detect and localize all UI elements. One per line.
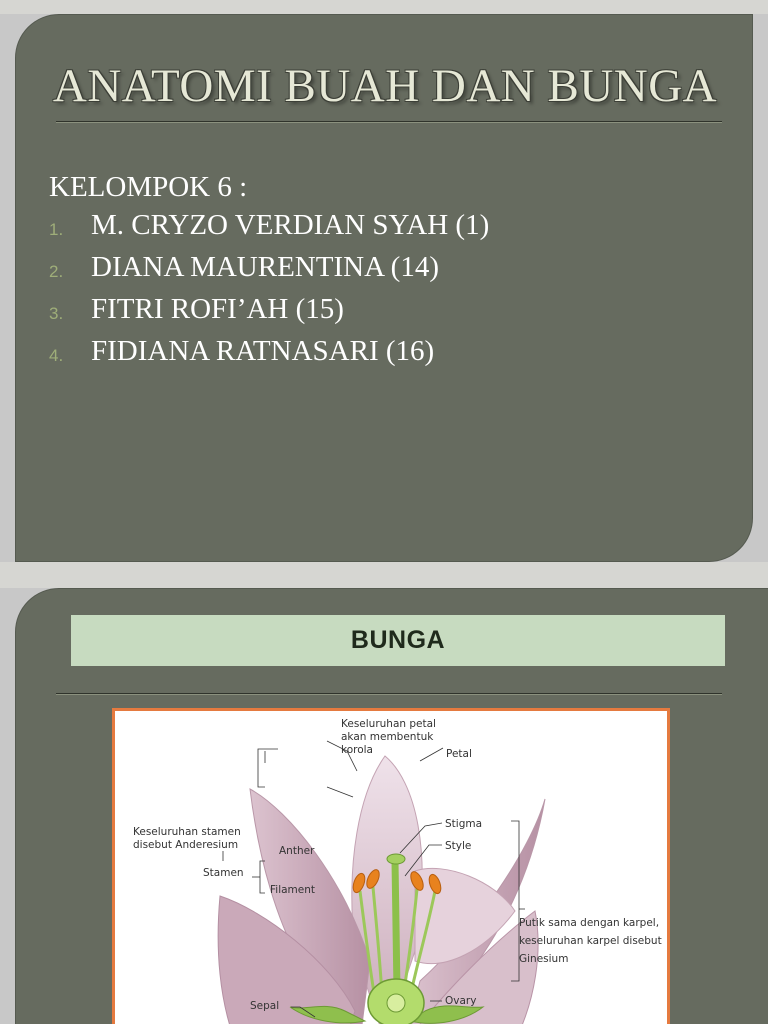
anther-label: Anther [279, 845, 315, 857]
petal-note-line2: akan membentuk [341, 731, 434, 743]
page-title: ANATOMI BUAH DAN BUNGA [52, 60, 718, 112]
stamen-label: Stamen [203, 867, 244, 879]
member-name: FITRI ROFI’AH (15) [91, 293, 344, 325]
background-strip [0, 0, 768, 14]
slide-title[interactable] [15, 14, 753, 562]
banner-title: BUNGA [350, 626, 446, 654]
flower-illustration [115, 711, 667, 1024]
petal-note-line3: korola [341, 744, 373, 756]
petal-label: Petal [446, 748, 472, 760]
pistil-note-line1: Putik sama dengan karpel, [519, 917, 660, 929]
member-name: DIANA MAURENTINA (14) [91, 251, 439, 283]
ovule-shape [387, 994, 405, 1012]
list-number: 4. [49, 346, 64, 365]
slide-separator [0, 562, 768, 588]
stamen-note-line1: Keseluruhan stamen [133, 826, 241, 838]
list-number: 2. [49, 262, 64, 281]
member-name: M. CRYZO VERDIAN SYAH (1) [91, 209, 490, 241]
list-number: 1. [49, 220, 64, 239]
style-label: Style [445, 840, 472, 852]
stigma-shape [387, 854, 405, 864]
petal-note-line1: Keseluruhan petal [341, 718, 436, 730]
flower-diagram [112, 708, 670, 1024]
pistil-note-line2: keseluruhan karpel disebut [519, 935, 662, 947]
stamen-note-line2: disebut Anderesium [133, 839, 239, 851]
filament-label: Filament [270, 884, 316, 896]
list-number: 3. [49, 304, 64, 323]
pistil-note-line3: Ginesium [519, 953, 569, 965]
member-name: FIDIANA RATNASARI (16) [91, 335, 435, 367]
style-shape [395, 861, 397, 991]
ovary-label: Ovary [445, 995, 477, 1007]
sepal-label: Sepal [250, 1000, 280, 1012]
stigma-label: Stigma [445, 818, 483, 830]
section-banner [71, 615, 725, 666]
title-divider [56, 121, 722, 123]
slide-bunga[interactable] [15, 588, 768, 1024]
group-label: KELOMPOK 6 : [49, 171, 248, 203]
banner-divider [56, 693, 722, 695]
